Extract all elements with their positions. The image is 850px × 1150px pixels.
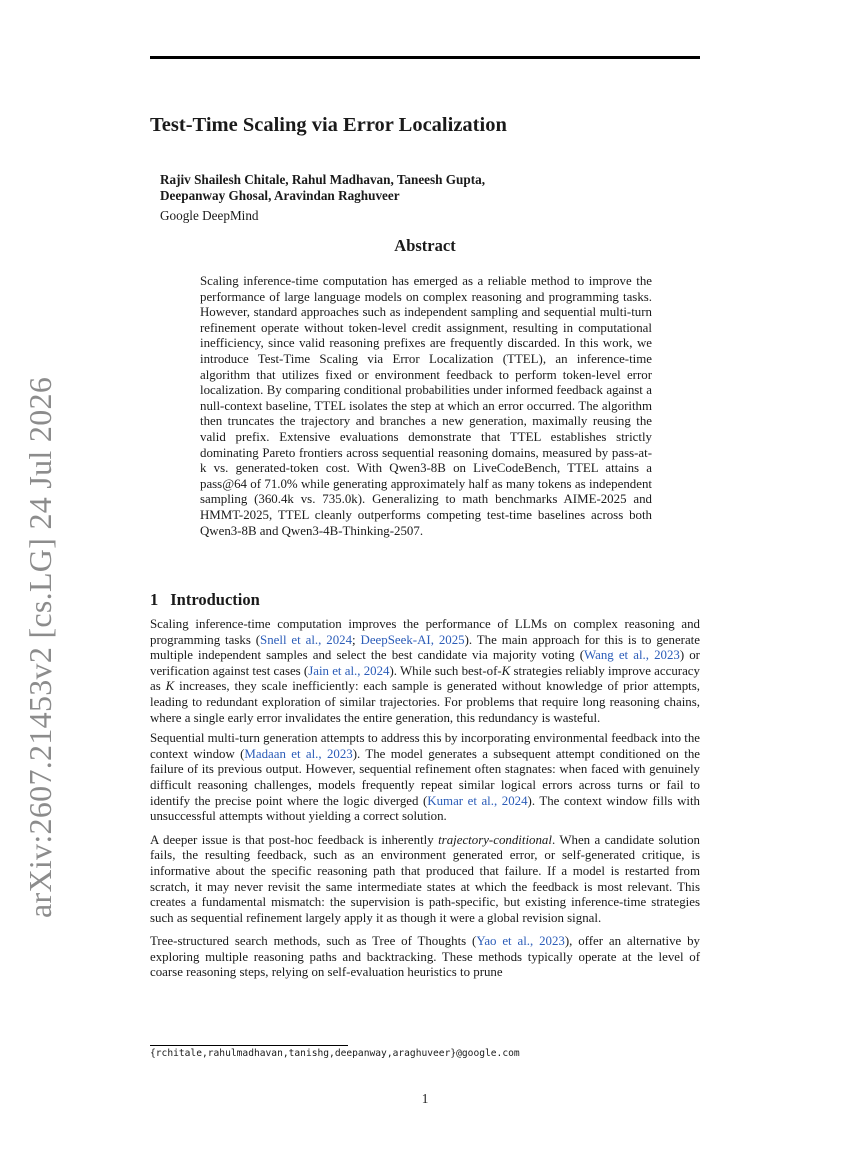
- abstract-text: Scaling inference-time computation has emerged as a reliable method to improve the performance of large language models on complex reasoning and programming tasks. However, standard approaches such as independent sampling and sequential multi-turn refinement operate without token-level credit assignment, resulting in computational inefficiency, since valid reasoning prefixes are frequently discarded. In this work, we introduce Test-Time Scaling via Error Localization (TTEL), an inference-time algorithm that utilizes fixed or environment feedback to perform token-level error localization. By comparing conditional probabilities under informed feedback against a null-context baseline, TTEL isolates the step at which an error occurred. The algorithm then truncates the trajectory and branches a new generation, maximally reusing the valid prefix. Extensive evaluations demonstrate that TTEL establishes strictly dominating Pareto frontiers across sequential reasoning domains, measured by pass-at-k vs. generated-token cost. With Qwen3-8B on LiveCodeBench, TTEL attains a pass@64 of 71.0% while generating approximately half as many tokens as independent sampling (360.4k vs. 735.0k). Generalizing to math benchmarks AIME-2025 and HMMT-2025, TTEL cleanly outperforms competing test-time baselines across both Qwen3-8B and Qwen3-4B-Thinking-2507.: [200, 274, 652, 538]
- emphasis: trajectory-conditional: [438, 832, 552, 847]
- citation-link[interactable]: Madaan et al., 2023: [244, 746, 353, 761]
- paragraph-2: [150, 731, 700, 825]
- text-run: strategies reliably improve accuracy as: [150, 663, 700, 694]
- affiliation: Google DeepMind: [160, 208, 259, 223]
- authors-line-1: Rajiv Shailesh Chitale, Rahul Madhavan, Taneesh Gupta,: [160, 172, 486, 187]
- top-rule: [150, 56, 700, 59]
- arxiv-identifier[interactable]: arXiv:2607.21453v2 [cs.LG] 24 Jul 2026: [22, 376, 58, 918]
- text-run: ). The context window fills with unsuccessful attempts without yielding a correct solution.: [150, 793, 700, 824]
- introduction-body: [150, 617, 700, 986]
- page-number: 1: [421, 1091, 429, 1106]
- author-list: [160, 172, 485, 204]
- section-number: 1: [150, 590, 159, 609]
- section-heading: [150, 590, 260, 610]
- text-run: ). While such best-of-: [389, 663, 502, 678]
- text-run: . When a candidate solution fails, the resulting feedback, such as an environment generated error, or self-generated critique, is informative about the specific reasoning path that produced that failure. If a model is restarted from scratch, it may never revisit the same intermediate states at which the feedback is most relevant. This creates a fundamental mismatch: the supervision is path-specific, but existing inference-time strategies such as sequential refinement largely apply it as though it were a global revision signal.: [150, 832, 700, 925]
- abstract-heading: Abstract: [394, 236, 456, 255]
- citation-link[interactable]: Wang et al., 2023: [584, 648, 680, 663]
- text-run: ) or verification against test cases (: [150, 648, 700, 678]
- citation-link[interactable]: Jain et al., 2024: [308, 663, 390, 678]
- section-title: Introduction: [170, 590, 260, 609]
- footnote-rule: [150, 1045, 348, 1046]
- math-symbol: K: [165, 679, 175, 694]
- citation-link[interactable]: DeepSeek-AI, 2025: [360, 632, 465, 647]
- text-run: Sequential multi-turn generation attempts to address this by incorporating environmental feedback into the context window (: [150, 731, 700, 761]
- paper-title: Test-Time Scaling via Error Localization: [150, 114, 507, 136]
- citation-link[interactable]: Kumar et al., 2024: [427, 793, 528, 808]
- text-run: ), offer an alternative by exploring multiple reasoning paths and backtracking. These methods typically operate at the level of coarse reasoning steps, relying on self-evaluation heuristics to prune: [150, 934, 700, 980]
- text-run: ). The main approach for this is to generate multiple independent samples and select the best candidate via majority voting (: [150, 632, 700, 663]
- math-symbol: K: [501, 663, 511, 678]
- text-run: Scaling inference-time computation improves the performance of LLMs on complex reasoning and programming tasks (: [150, 617, 700, 647]
- paragraph-3: [150, 833, 700, 927]
- citation-link[interactable]: Snell et al., 2024: [260, 632, 353, 647]
- citation-link[interactable]: Yao et al., 2023: [476, 934, 565, 949]
- paragraph-1: [150, 617, 700, 726]
- text-run: Tree-structured search methods, such as Tree of Thoughts (: [150, 934, 477, 949]
- authors-line-2: Deepanway Ghosal, Aravindan Raghuveer: [160, 188, 400, 203]
- text-run: ;: [352, 632, 361, 647]
- footnote-emails[interactable]: {rchitale,rahulmadhavan,tanishg,deepanway,araghuveer}@google.com: [150, 1048, 520, 1059]
- text-run: ). The model generates a subsequent attempt conditioned on the failure of its previous output. However, sequential refinement often stagnates: when faced with genuinely difficult reasoning challenges, models frequently repeat similar logical errors across turns or fail to identify the precise point where the logic diverged (: [150, 746, 701, 808]
- text-run: increases, they scale inefficiently: each sample is generated without knowledge of prior attempts, leading to redundant exploration of similar trajectories. For problems that require long reasoning chains, where a single early error invalidates the entire generation, this redundancy is wasteful.: [150, 679, 700, 725]
- paragraph-4: [150, 934, 700, 981]
- text-run: A deeper issue is that post-hoc feedback is inherently: [150, 832, 439, 847]
